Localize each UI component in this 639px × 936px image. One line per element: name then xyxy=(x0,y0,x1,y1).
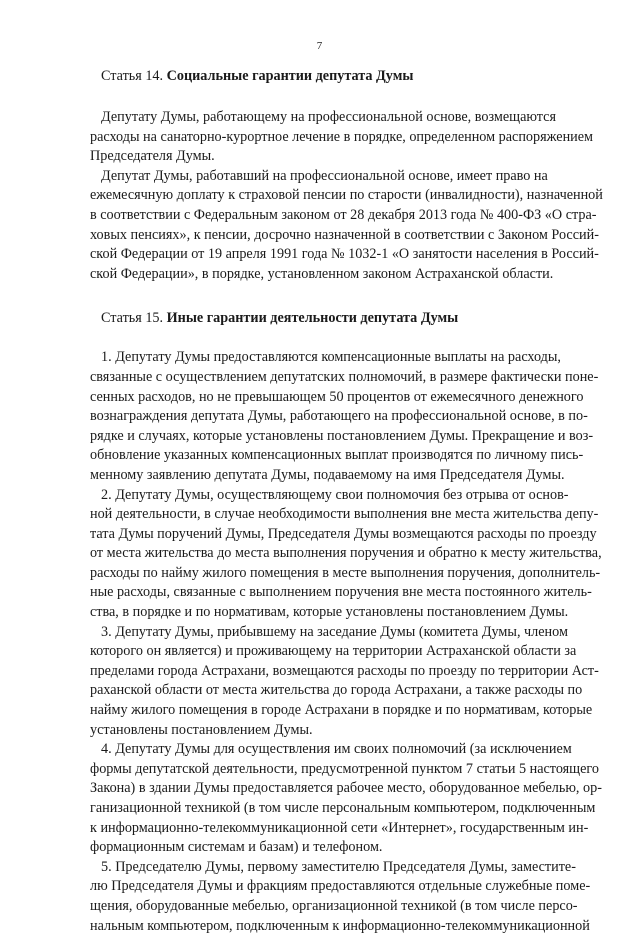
text-line: сенных расходов, но не превышающем 50 процентов от ежемесячного денежного xyxy=(90,388,584,405)
article-14-prefix: Статья 14. xyxy=(101,68,164,84)
text-line: расходы по найму жилого помещения в месте выполнения поручения, дополнитель- xyxy=(90,564,601,581)
page-number: 7 xyxy=(316,40,323,52)
article-15-prefix: Статья 15. xyxy=(101,310,164,327)
article-14-title: Социальные гарантии депутата Думы xyxy=(166,68,414,84)
text-line: 5. Председателю Думы, первому заместителю Председателя Думы, заместите- xyxy=(101,858,576,875)
article-15-paragraph-1 xyxy=(90,348,609,485)
text-line: в соответствии с Федеральным законом от 28 декабря 2013 года № 400-ФЗ «О стра- xyxy=(90,206,597,223)
article-15-heading xyxy=(90,308,609,328)
text-line: рядке и случаях, которые установлены постановлением Думы. Прекращение и воз- xyxy=(90,427,594,444)
text-line: от места жительства до места выполнения поручения и обратно к месту жительства, xyxy=(90,545,602,562)
text-line: 4. Депутату Думы для осуществления им своих полномочий (за исключением xyxy=(101,741,572,758)
text-line: ные расходы, связанные с выполнением поручения вне места постоянного житель- xyxy=(90,584,592,601)
text-line: ганизационной техникой (в том числе персональным компьютером, подключенным xyxy=(90,800,596,816)
text-line: расходы на санаторно-курортное лечение в порядке, определенном распоряжением xyxy=(90,128,594,145)
text-line: 1. Депутату Думы предоставляются компенсационные выплаты на расходы, xyxy=(101,349,561,366)
text-line: ства, в порядке и по нормативам, которые установлены постановлением Думы. xyxy=(90,604,569,621)
article-14-paragraph-2 xyxy=(90,167,609,285)
text-line: Председателя Думы. xyxy=(90,148,215,165)
text-line: ховых пенсиях», к пенсии, досрочно назначенной в соответствии с Законом Россий- xyxy=(90,226,599,243)
text-line: 3. Депутату Думы, прибывшему на заседание Думы (комитета Думы, членом xyxy=(101,623,568,640)
text-line: Депутат Думы, работавший на профессиональной основе, имеет право на xyxy=(101,167,548,184)
text-line: лю Председателя Думы и фракциям предоставляются отдельные служебные поме- xyxy=(90,878,591,895)
text-line: ной деятельности, в случае необходимости выполнения вне места жительства депу- xyxy=(90,506,599,523)
text-line: к информационно-телекоммуникационной сети «Интернет», государственным ин- xyxy=(90,819,589,836)
text-line: раханской области от места жительства до города Астрахани, а также расходы по xyxy=(90,682,583,699)
text-line: которого он является) и проживающему на территории Астраханской области за xyxy=(90,643,577,660)
text-line: найму жилого помещения в городе Астрахани в порядке и по нормативам, которые xyxy=(90,702,593,719)
text-line: связанные с осуществлением депутатских полномочий, в размере фактически поне- xyxy=(90,368,599,385)
article-15-paragraph-3 xyxy=(90,623,609,741)
article-15-paragraph-5 xyxy=(90,858,609,936)
document-body xyxy=(90,62,609,936)
text-line: Депутату Думы, работающему на профессиональной основе, возмещаются xyxy=(101,109,556,125)
text-line: ской Федерации», в порядке, установленном законом Астраханской области. xyxy=(90,265,554,282)
text-line: установлены постановлением Думы. xyxy=(90,721,313,738)
article-15-title: Иные гарантии деятельности депутата Думы xyxy=(166,310,459,327)
text-line: ежемесячную доплату к страховой пенсии по старости (инвалидности), назначенной xyxy=(90,187,603,204)
article-14-heading xyxy=(90,66,609,86)
article-15-paragraph-4 xyxy=(90,740,609,858)
text-line: ской Федерации от 19 апреля 1991 года № 1032-1 «О занятости населения в Россий- xyxy=(90,246,599,263)
text-line: нальным компьютером, подключенным к информационно-телекоммуникационной xyxy=(90,917,590,934)
article-15-paragraph-2 xyxy=(90,486,609,623)
text-line: формационным системам и базам) и телефоном. xyxy=(90,839,383,856)
article-14-paragraph-1 xyxy=(90,108,609,167)
text-line: щения, оборудованные мебелью, организационной техникой (в том числе персо- xyxy=(90,897,578,914)
text-line: тата Думы поручений Думы, Председателя Думы возмещаются расходы по проезду xyxy=(90,525,597,542)
text-line: обновление указанных компенсационных выплат производятся по личному пись- xyxy=(90,447,584,464)
text-line: 2. Депутату Думы, осуществляющему свои полномочия без отрыва от основ- xyxy=(101,486,569,503)
text-line: формы депутатской деятельности, предусмотренной пунктом 7 статьи 5 настоящего xyxy=(90,760,599,777)
text-line: менному заявлению депутата Думы, подаваемому на имя Председателя Думы. xyxy=(90,466,565,483)
text-line: Закона) в здании Думы предоставляется рабочее место, оборудованное мебелью, ор- xyxy=(90,780,602,797)
text-line: пределами города Астрахани, возмещаются расходы по проезду по территории Аст- xyxy=(90,662,599,679)
text-line: вознаграждения депутата Думы, работающего на профессиональной основе, в по- xyxy=(90,408,588,425)
